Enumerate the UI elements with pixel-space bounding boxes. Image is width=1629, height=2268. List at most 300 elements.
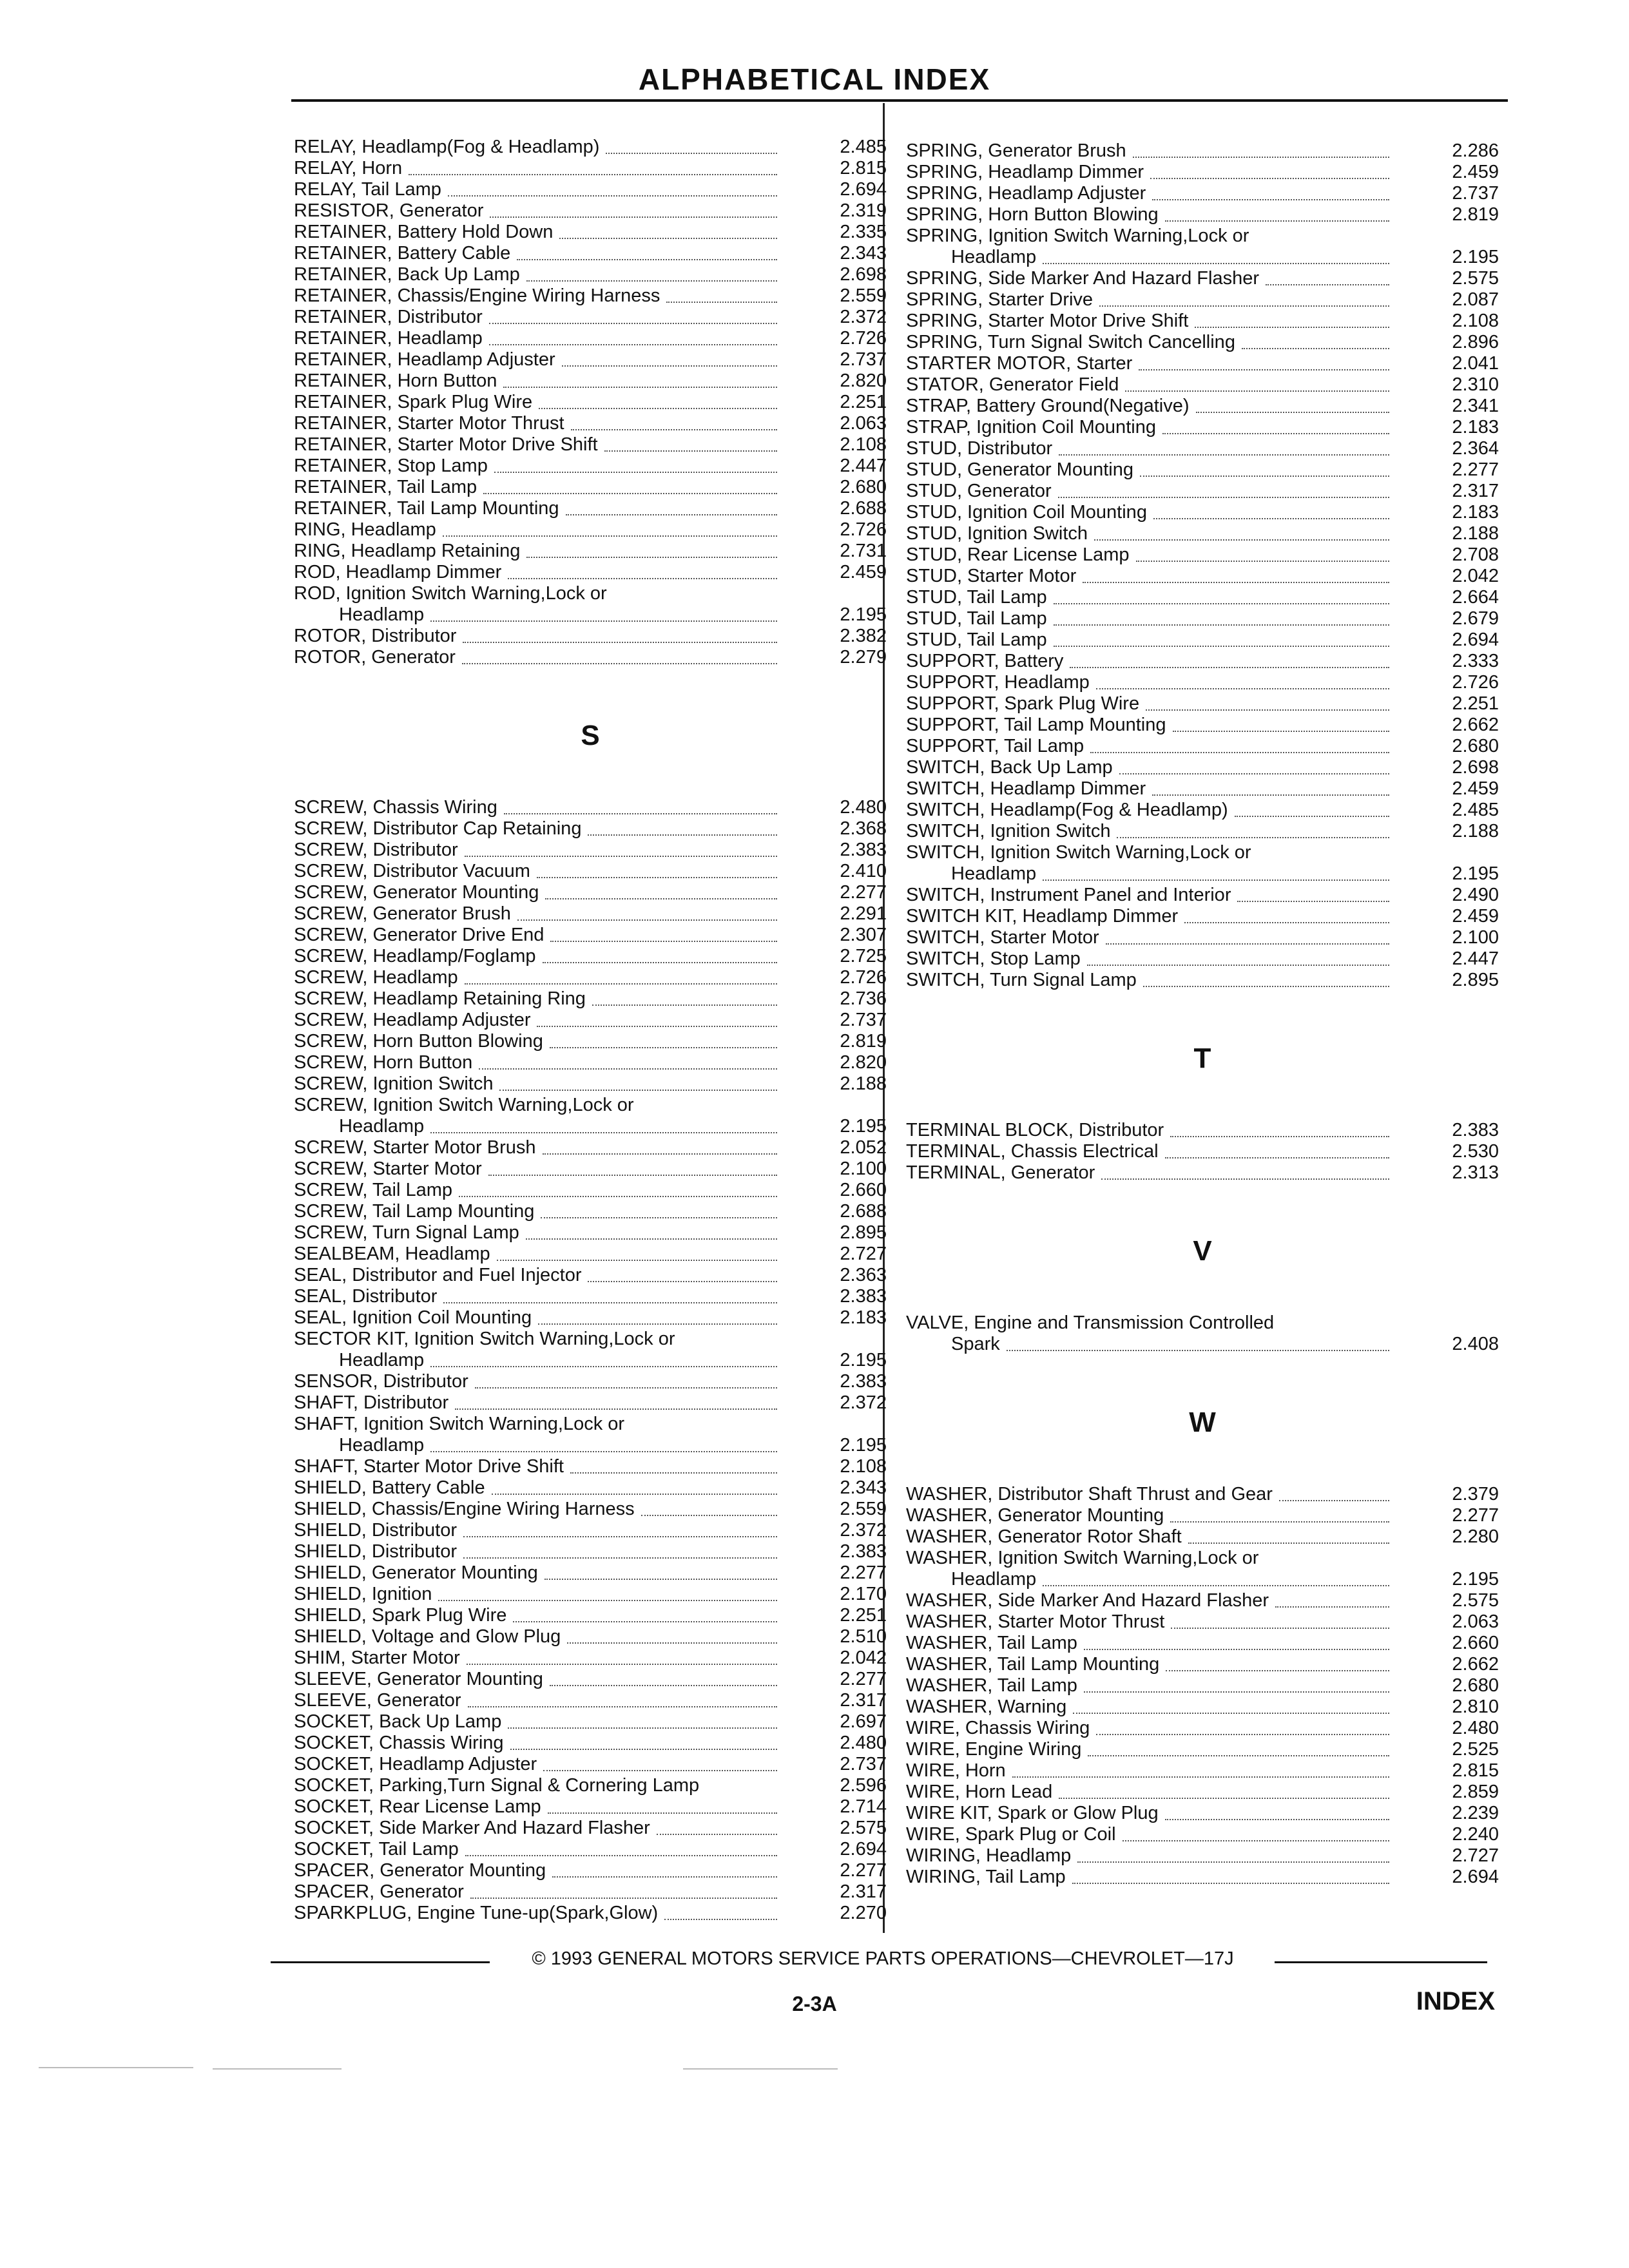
index-entry-label: SHIELD, Voltage and Glow Plug (294, 1626, 561, 1647)
index-entry-label: SHIELD, Distributor (294, 1541, 458, 1562)
index-entry (906, 1760, 1499, 1782)
index-entry-label: SWITCH, Ignition Switch (906, 821, 1111, 841)
dot-leader (517, 259, 777, 260)
dot-leader (430, 1366, 777, 1367)
index-entry-page: 2.895 (1452, 970, 1499, 990)
index-entry (906, 289, 1499, 311)
index-entry-label: ROTOR, Distributor (294, 626, 457, 646)
index-entry (906, 1675, 1499, 1696)
index-entry-page: 2.525 (1452, 1739, 1499, 1760)
index-entry-label: SUPPORT, Spark Plug Wire (906, 693, 1140, 714)
index-entry (294, 1626, 887, 1648)
dot-leader (1196, 412, 1389, 413)
index-entry-page: 2.383 (840, 1541, 887, 1562)
index-entry-page: 2.688 (840, 498, 887, 519)
dot-leader (641, 1515, 777, 1516)
index-entry-label: STATOR, Generator Field (906, 374, 1119, 395)
index-entry-page: 2.042 (840, 1648, 887, 1668)
dot-leader (1136, 561, 1389, 562)
index-entry (906, 247, 1499, 268)
index-entry (294, 925, 887, 946)
index-entry (294, 392, 887, 413)
dot-leader (1235, 816, 1389, 817)
index-entry (906, 502, 1499, 523)
dot-leader (1242, 348, 1389, 349)
dot-leader (438, 1600, 777, 1601)
index-entry-page: 2.183 (1452, 417, 1499, 437)
index-entry (906, 1803, 1499, 1824)
index-entry (294, 498, 887, 519)
dot-leader (566, 514, 777, 515)
dot-leader (552, 1876, 777, 1878)
index-entry-label: TERMINAL, Generator (906, 1162, 1095, 1183)
index-entry (294, 1818, 887, 1839)
index-entry-page: 2.726 (840, 967, 887, 988)
index-entry (294, 1073, 887, 1095)
index-entry-label: STUD, Distributor (906, 438, 1053, 459)
index-entry-label: SHIELD, Ignition (294, 1584, 432, 1604)
dot-leader (462, 663, 777, 664)
footer-copyright: © 1993 GENERAL MOTORS SERVICE PARTS OPERATIONS—CHEVROLET—17J (532, 1948, 1234, 1969)
index-entry (906, 821, 1499, 842)
dot-leader (479, 1068, 777, 1070)
dot-leader (510, 1749, 777, 1750)
dot-leader (537, 877, 777, 878)
index-entry-label: SCREW, Horn Button Blowing (294, 1031, 543, 1052)
dot-leader (1150, 178, 1389, 179)
dot-leader (1166, 1670, 1389, 1671)
index-entry-label: SPRING, Side Marker And Hazard Flasher (906, 268, 1259, 289)
index-entry-page: 2.270 (840, 1903, 887, 1923)
index-entry (906, 1824, 1499, 1845)
dot-leader (513, 1621, 777, 1622)
index-entry-page: 2.087 (1452, 289, 1499, 310)
dot-leader (1058, 497, 1389, 498)
dot-leader (508, 578, 777, 579)
index-entry-page: 2.737 (840, 349, 887, 370)
index-entry-label: RING, Headlamp Retaining (294, 541, 521, 561)
dot-leader (499, 1090, 777, 1091)
dot-leader (537, 1026, 777, 1027)
index-entry-label: WASHER, Side Marker And Hazard Flasher (906, 1590, 1269, 1611)
index-entry-page: 2.408 (1452, 1334, 1499, 1354)
index-entry (906, 863, 1499, 885)
index-entry-label: Headlamp (339, 604, 425, 625)
dot-leader (545, 898, 777, 899)
index-entry-page: 2.480 (840, 1733, 887, 1753)
index-entry-label: SEAL, Distributor and Fuel Injector (294, 1265, 582, 1285)
dot-leader (550, 1047, 777, 1048)
index-entry-label: SEAL, Distributor (294, 1286, 438, 1307)
index-entry-page: 2.052 (840, 1137, 887, 1158)
index-entry-page: 2.277 (840, 882, 887, 903)
index-entry (906, 948, 1499, 970)
index-entry-page: 2.195 (840, 1435, 887, 1456)
index-entry-page: 2.382 (840, 626, 887, 646)
dot-leader (490, 216, 777, 218)
index-entry-page: 2.727 (1452, 1845, 1499, 1866)
index-entry-label: SHIM, Starter Motor (294, 1648, 460, 1668)
index-entry-label: RING, Headlamp (294, 519, 436, 540)
dot-leader (604, 450, 777, 452)
index-entry-label: WIRE, Engine Wiring (906, 1739, 1082, 1760)
index-entry-page: 2.317 (840, 1881, 887, 1902)
index-entry (294, 1541, 887, 1562)
index-entry (294, 1648, 887, 1669)
index-entry (294, 1796, 887, 1818)
index-entry-page: 2.364 (1452, 438, 1499, 459)
index-entry (294, 1010, 887, 1031)
index-entry-label: SPRING, Horn Button Blowing (906, 204, 1159, 225)
dot-leader (409, 174, 777, 175)
index-entry (294, 285, 887, 307)
index-entry-page: 2.195 (840, 1350, 887, 1370)
index-entry (906, 906, 1499, 927)
dot-leader (657, 1834, 777, 1835)
index-entry (906, 1484, 1499, 1505)
index-entry (906, 1845, 1499, 1867)
dot-leader (459, 1196, 777, 1197)
dot-leader (550, 1685, 777, 1686)
index-entry-label: SWITCH, Headlamp(Fog & Headlamp) (906, 800, 1228, 820)
index-entry (294, 1477, 887, 1499)
index-entry-label: RETAINER, Battery Hold Down (294, 222, 554, 242)
dot-leader (483, 493, 777, 494)
index-entry (294, 1669, 887, 1690)
index-entry-label: SPACER, Generator Mounting (294, 1860, 546, 1881)
dot-leader (1059, 454, 1389, 456)
index-entry-label: SCREW, Starter Motor (294, 1158, 482, 1179)
title-rule (291, 99, 1508, 102)
index-entry-label: SCREW, Distributor Vacuum (294, 861, 530, 881)
index-entry (294, 1711, 887, 1733)
scan-artifact (683, 2068, 838, 2070)
dot-leader (1170, 1521, 1389, 1523)
index-entry-label: SCREW, Headlamp Adjuster (294, 1010, 531, 1030)
index-entry (906, 1141, 1499, 1162)
index-entry-page: 2.736 (840, 988, 887, 1009)
index-entry-page: 2.459 (1452, 162, 1499, 182)
index-entry-label: SUPPORT, Tail Lamp (906, 736, 1084, 756)
index-entry (906, 1654, 1499, 1675)
index-entry (294, 243, 887, 264)
index-entry-label: RETAINER, Distributor (294, 307, 483, 327)
index-entry-label: Headlamp (339, 1350, 425, 1370)
dot-leader (1165, 1157, 1389, 1158)
index-entry-page: 2.277 (1452, 459, 1499, 480)
dot-leader (1043, 1585, 1389, 1586)
index-entry-page: 2.195 (1452, 863, 1499, 884)
dot-leader (463, 1536, 777, 1537)
index-entry-label: RETAINER, Headlamp Adjuster (294, 349, 555, 370)
index-entry (906, 715, 1499, 736)
dot-leader (1275, 1606, 1389, 1608)
index-entry (294, 1520, 887, 1541)
dot-leader (1054, 624, 1389, 626)
index-entry-label: SPRING, Turn Signal Switch Cancelling (906, 332, 1235, 352)
dot-leader (443, 535, 777, 537)
index-entry-label: SWITCH, Starter Motor (906, 927, 1099, 948)
index-entry-heading: WASHER, Ignition Switch Warning,Lock or (906, 1548, 1259, 1568)
index-entry-heading: VALVE, Engine and Transmission Controlled (906, 1312, 1275, 1333)
index-entry (294, 1222, 887, 1244)
index-entry (906, 629, 1499, 651)
index-entry-label: STRAP, Ignition Coil Mounting (906, 417, 1156, 437)
index-entry-label: SPRING, Starter Motor Drive Shift (906, 311, 1189, 331)
dot-leader (470, 1898, 777, 1899)
index-entry-page: 2.108 (840, 1456, 887, 1477)
index-entry (906, 1782, 1499, 1803)
index-entry (906, 1611, 1499, 1633)
index-entry-page: 2.485 (840, 137, 887, 157)
index-entry-page: 2.680 (840, 477, 887, 497)
index-entry-label: STUD, Ignition Switch (906, 523, 1088, 544)
index-entry-page: 2.698 (1452, 757, 1499, 778)
index-entry-label: STUD, Generator Mounting (906, 459, 1133, 480)
index-entry (906, 927, 1499, 948)
footer-page-number: 2-3A (792, 1992, 837, 2015)
dot-leader (1146, 709, 1389, 711)
index-entry (906, 204, 1499, 226)
index-entry-page: 2.239 (1452, 1803, 1499, 1823)
dot-leader (517, 919, 777, 921)
index-entry-page: 2.662 (1452, 715, 1499, 735)
index-entry (906, 1505, 1499, 1526)
index-entry (906, 459, 1499, 481)
dot-leader (545, 1579, 777, 1580)
index-entry-page: 2.383 (840, 840, 887, 860)
index-entry-page: 2.680 (1452, 736, 1499, 756)
index-entry (906, 736, 1499, 757)
index-entry-label: SLEEVE, Generator Mounting (294, 1669, 543, 1689)
index-entry (906, 311, 1499, 332)
dot-leader (465, 983, 777, 985)
index-entry-page: 2.575 (1452, 1590, 1499, 1611)
index-entry (294, 818, 887, 840)
dot-leader (550, 941, 777, 942)
index-entry-page: 2.240 (1452, 1824, 1499, 1845)
index-entry-label: SHIELD, Spark Plug Wire (294, 1605, 507, 1626)
index-entry-label: RESISTOR, Generator (294, 200, 484, 221)
index-entry (294, 1201, 887, 1222)
index-entry-page: 2.815 (840, 158, 887, 178)
index-entry-page: 2.170 (840, 1584, 887, 1604)
section-letter-heading: V (1193, 1235, 1212, 1267)
index-entry (294, 1435, 887, 1456)
index-entry (906, 140, 1499, 162)
index-entry-page: 2.277 (840, 1860, 887, 1881)
index-entry-label: STUD, Starter Motor (906, 566, 1077, 586)
footer-rule-right (1275, 1961, 1487, 1963)
index-entry (906, 481, 1499, 502)
dot-leader (543, 1153, 777, 1155)
index-entry-label: STUD, Tail Lamp (906, 587, 1047, 608)
dot-leader (1266, 284, 1389, 285)
dot-leader (526, 280, 777, 282)
index-entry-page: 2.510 (840, 1626, 887, 1647)
dot-leader (1084, 1649, 1389, 1650)
index-entry-heading: SPRING, Ignition Switch Warning,Lock or (906, 226, 1249, 246)
index-entry-page: 2.313 (1452, 1162, 1499, 1183)
index-entry (906, 417, 1499, 438)
dot-leader (1106, 943, 1389, 945)
index-entry-page: 2.251 (840, 1605, 887, 1626)
index-entry-page: 2.726 (1452, 672, 1499, 693)
dot-leader (463, 1557, 777, 1559)
index-entry-page: 2.697 (840, 1711, 887, 1732)
index-entry (906, 183, 1499, 204)
index-entry-page: 2.277 (840, 1669, 887, 1689)
index-entry-label: STRAP, Battery Ground(Negative) (906, 396, 1190, 416)
dot-leader (1054, 603, 1389, 604)
dot-leader (489, 344, 777, 345)
index-entry-page: 2.575 (1452, 268, 1499, 289)
index-entry-label: STUD, Tail Lamp (906, 629, 1047, 650)
index-entry-label: STUD, Generator (906, 481, 1052, 501)
dot-leader (539, 408, 777, 409)
dot-leader (475, 1387, 777, 1389)
index-entry-label: SWITCH, Instrument Panel and Interior (906, 885, 1231, 905)
index-entry (906, 1569, 1499, 1590)
index-entry-page: 2.188 (840, 1073, 887, 1094)
index-entry (906, 1162, 1499, 1184)
index-entry-label: SOCKET, Tail Lamp (294, 1839, 459, 1860)
index-entry-label: RETAINER, Headlamp (294, 328, 483, 349)
index-entry-label: Headlamp (339, 1435, 425, 1456)
index-entry-label: WIRE KIT, Spark or Glow Plug (906, 1803, 1159, 1823)
index-entry (294, 1031, 887, 1052)
index-entry-label: SOCKET, Headlamp Adjuster (294, 1754, 537, 1774)
index-entry-label: STARTER MOTOR, Starter (906, 353, 1133, 374)
index-entry-page: 2.559 (840, 1499, 887, 1519)
dot-leader (1170, 1136, 1389, 1137)
dot-leader (570, 1472, 777, 1474)
dot-leader (1139, 369, 1389, 370)
index-entry-page: 2.698 (840, 264, 887, 285)
index-entry-page: 2.485 (1452, 800, 1499, 820)
index-entry (294, 456, 887, 477)
index-entry-label: Headlamp (951, 1569, 1037, 1590)
index-entry-label: SWITCH, Back Up Lamp (906, 757, 1113, 778)
index-entry (906, 970, 1499, 991)
dot-leader (1171, 1628, 1389, 1629)
index-entry-page: 2.108 (1452, 311, 1499, 331)
index-entry-page: 2.819 (1452, 204, 1499, 225)
index-entry (906, 651, 1499, 672)
dot-leader (1165, 220, 1389, 222)
index-entry-page: 2.251 (1452, 693, 1499, 714)
dot-leader (1152, 199, 1389, 200)
dot-leader (494, 472, 777, 473)
index-column-left (294, 137, 887, 1924)
dot-leader (1153, 518, 1389, 519)
dot-leader (508, 1727, 777, 1729)
index-entry-page: 2.459 (1452, 778, 1499, 799)
index-entry-label: SOCKET, Side Marker And Hazard Flasher (294, 1818, 650, 1838)
index-entry-label: SLEEVE, Generator (294, 1690, 461, 1711)
index-entry-page: 2.379 (1452, 1484, 1499, 1504)
index-entry (906, 1633, 1499, 1654)
index-entry-page: 2.343 (840, 243, 887, 264)
index-entry (906, 353, 1499, 374)
index-entry (294, 1244, 887, 1265)
index-entry-label: SWITCH, Headlamp Dimmer (906, 778, 1146, 799)
index-entry-label: RETAINER, Stop Lamp (294, 456, 488, 476)
index-entry (906, 608, 1499, 629)
index-entry-page: 2.383 (1452, 1120, 1499, 1140)
index-entry-label: WIRING, Tail Lamp (906, 1867, 1066, 1887)
dot-leader (463, 642, 777, 643)
index-entry-label: SEAL, Ignition Coil Mounting (294, 1307, 532, 1328)
index-entry-page: 2.731 (840, 541, 887, 561)
section-letter-heading: S (581, 720, 600, 751)
dot-leader (1094, 539, 1389, 541)
index-entry-label: SCREW, Generator Brush (294, 903, 511, 924)
index-entry (294, 1499, 887, 1520)
dot-leader (1165, 1819, 1389, 1820)
index-entry-label: WASHER, Tail Lamp (906, 1675, 1077, 1696)
index-entry-label: RETAINER, Tail Lamp (294, 477, 477, 497)
index-entry-page: 2.195 (840, 1116, 887, 1137)
index-entry-label: SENSOR, Distributor (294, 1371, 468, 1392)
index-entry (294, 434, 887, 456)
index-entry (294, 1605, 887, 1626)
index-entry (294, 1456, 887, 1477)
dot-leader (1087, 965, 1389, 966)
index-entry (294, 1286, 887, 1307)
index-entry (906, 544, 1499, 566)
index-entry-page: 2.195 (1452, 1569, 1499, 1590)
index-entry-label: SUPPORT, Battery (906, 651, 1064, 671)
index-entry (906, 1526, 1499, 1548)
index-entry (294, 1392, 887, 1414)
dot-leader (488, 1175, 777, 1176)
dot-leader (559, 238, 777, 239)
index-entry-page: 2.063 (1452, 1611, 1499, 1632)
index-entry (294, 647, 887, 668)
index-entry-page: 2.480 (1452, 1718, 1499, 1738)
index-entry-heading: SWITCH, Ignition Switch Warning,Lock or (906, 842, 1251, 863)
index-entry-page: 2.694 (840, 179, 887, 200)
index-entry (906, 332, 1499, 353)
dot-leader (1119, 773, 1389, 774)
index-entry-label: SCREW, Starter Motor Brush (294, 1137, 536, 1158)
index-entry (906, 1867, 1499, 1888)
index-entry (294, 1881, 887, 1903)
index-entry (294, 477, 887, 498)
index-entry (294, 1754, 887, 1775)
index-entry-page: 2.726 (840, 519, 887, 540)
dot-leader (571, 429, 777, 430)
dot-leader (541, 1217, 777, 1218)
index-entry-page: 2.188 (1452, 821, 1499, 841)
index-entry (906, 396, 1499, 417)
dot-leader (1088, 1755, 1389, 1756)
index-entry (294, 882, 887, 903)
index-entry-label: SPRING, Starter Drive (906, 289, 1094, 310)
index-entry-page: 2.195 (1452, 247, 1499, 267)
dot-leader (1140, 476, 1389, 477)
index-entry (294, 840, 887, 861)
index-entry (906, 587, 1499, 608)
index-entry (906, 268, 1499, 289)
index-entry (294, 413, 887, 434)
section-letter-heading: W (1189, 1407, 1216, 1438)
index-entry-label: SCREW, Headlamp Retaining Ring (294, 988, 586, 1009)
index-entry-page: 2.662 (1452, 1654, 1499, 1675)
index-entry-label: WIRING, Headlamp (906, 1845, 1072, 1866)
index-entry-page: 2.319 (840, 200, 887, 221)
